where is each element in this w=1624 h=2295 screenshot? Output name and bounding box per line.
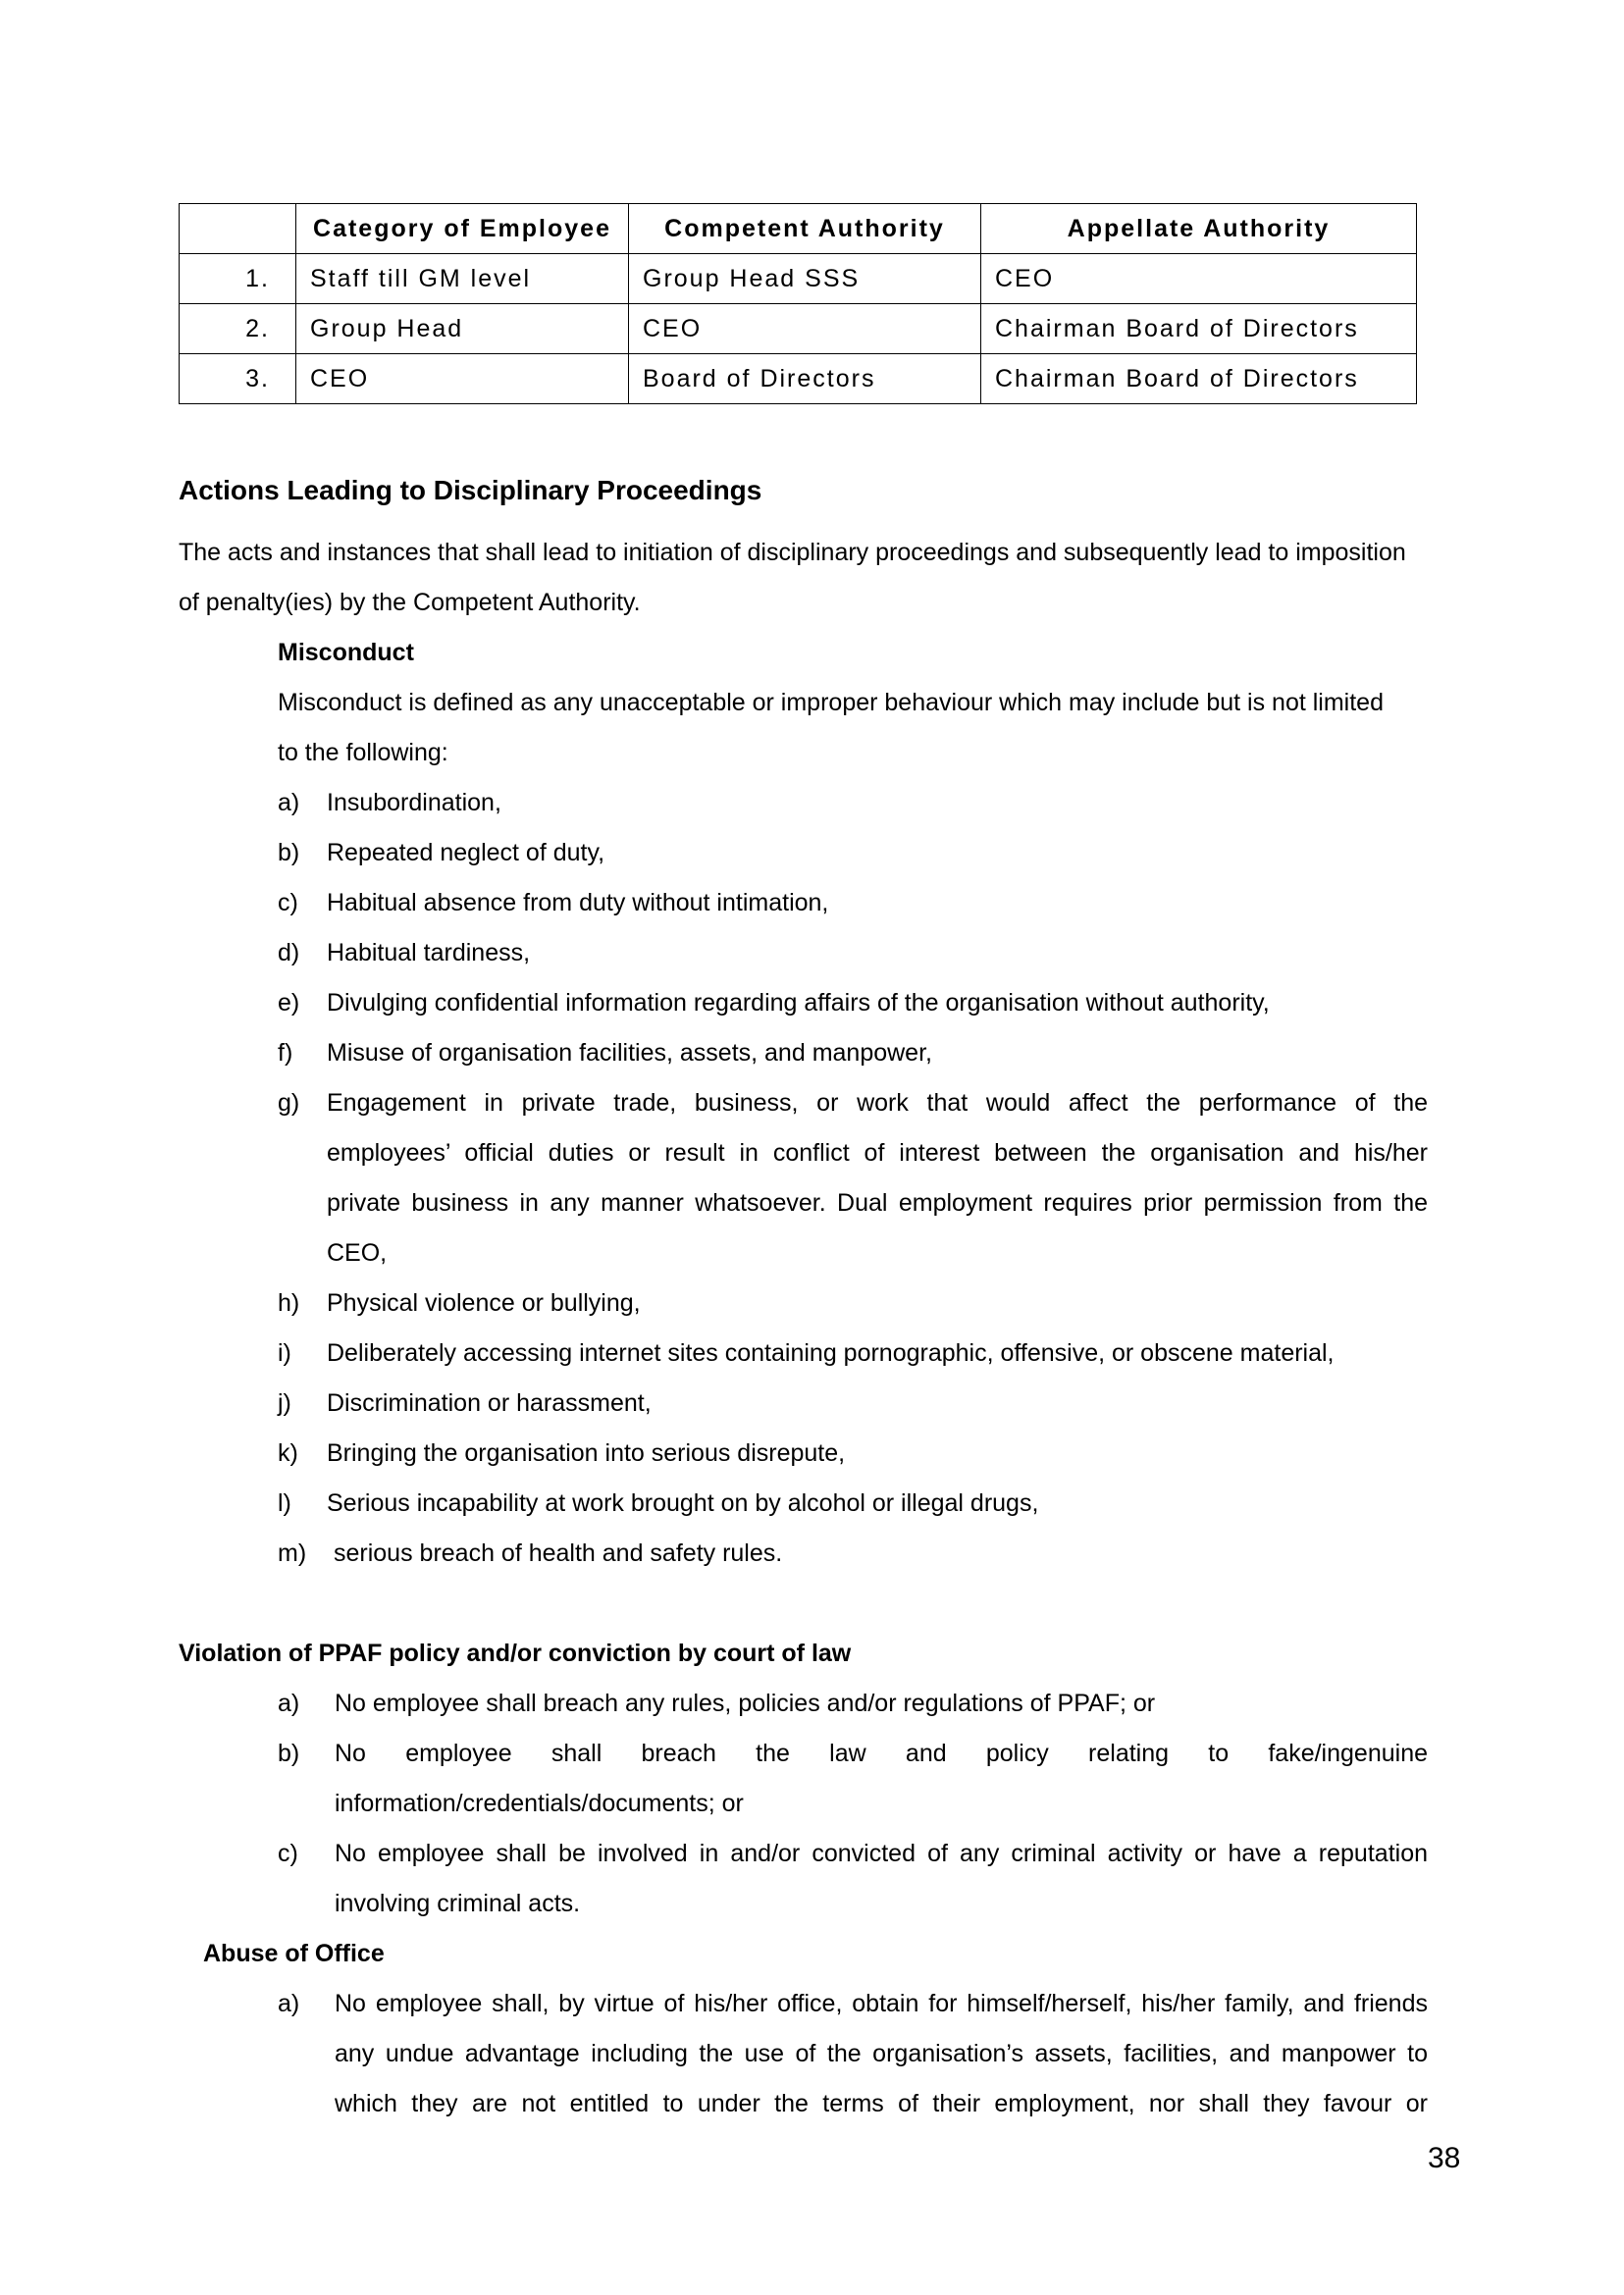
list-item: Habitual tardiness, (327, 939, 531, 966)
list-item-continuation: employees’ official duties or result in conflict of interest between the organisation and his/her (327, 1139, 1428, 1167)
list-item-label: b) (278, 1740, 300, 1767)
section-heading-actions: Actions Leading to Disciplinary Proceedings (179, 475, 762, 505)
table-header-row (180, 204, 1417, 254)
list-item: Divulging confidential information regarding affairs of the organisation without authority, (327, 989, 1270, 1017)
table-cell: Group Head (296, 304, 629, 354)
list-item-label: a) (278, 1690, 300, 1717)
list-item-label: a) (278, 1990, 300, 2017)
list-item-label: b) (278, 839, 300, 866)
table-cell: CEO (296, 354, 629, 404)
table-cell: CEO (981, 254, 1417, 304)
table-header-cell: Category of Employee (296, 204, 629, 254)
list-item: No employee shall breach any rules, policies and/or regulations of PPAF; or (335, 1690, 1156, 1717)
list-item: Repeated neglect of duty, (327, 839, 605, 866)
list-item-continuation: any undue advantage including the use of the organisation’s assets, facilities, and manpower to (335, 2040, 1428, 2067)
page-number: 38 (1428, 2142, 1461, 2174)
list-item-label: d) (278, 939, 300, 966)
list-item: Discrimination or harassment, (327, 1389, 652, 1417)
table-cell: Chairman Board of Directors (981, 354, 1417, 404)
list-item-continuation: CEO, (327, 1239, 388, 1267)
list-item: Habitual absence from duty without intimation, (327, 889, 829, 916)
table-cell: 3. (180, 354, 296, 404)
list-item-label: e) (278, 989, 300, 1017)
list-item-label: i) (278, 1339, 291, 1367)
list-item-label: m) (278, 1539, 307, 1567)
subheading-violation: Violation of PPAF policy and/or conviction by court of law (179, 1640, 852, 1667)
table-row (180, 304, 1417, 354)
list-item-label: a) (278, 789, 300, 816)
list-item-continuation: private business in any manner whatsoever. Dual employment requires prior permission from the (327, 1189, 1428, 1217)
table-cell: 1. (180, 254, 296, 304)
list-item-label: c) (278, 889, 298, 916)
authority-table (179, 203, 1417, 404)
list-item: No employee shall, by virtue of his/her office, obtain for himself/herself, his/her family, and friends (335, 1990, 1428, 2017)
list-item: No employee shall breach the law and policy relating to fake/ingenuine (335, 1740, 1428, 1767)
table-header-cell (180, 204, 296, 254)
list-item-label: c) (278, 1840, 298, 1867)
list-item: Misuse of organisation facilities, assets, and manpower, (327, 1039, 932, 1067)
list-item: Insubordination, (327, 789, 501, 816)
list-item: Deliberately accessing internet sites containing pornographic, offensive, or obscene material, (327, 1339, 1335, 1367)
table-cell: CEO (629, 304, 981, 354)
misconduct-definition-line-2: to the following: (278, 739, 448, 766)
list-item-label: j) (278, 1389, 291, 1417)
table-header-cell: Appellate Authority (981, 204, 1417, 254)
subheading-abuse-of-office: Abuse of Office (203, 1940, 385, 1967)
subheading-misconduct: Misconduct (278, 639, 414, 666)
list-item: serious breach of health and safety rules. (334, 1539, 783, 1567)
list-item: No employee shall be involved in and/or convicted of any criminal activity or have a reputation (335, 1840, 1428, 1867)
table-cell: 2. (180, 304, 296, 354)
list-item: Serious incapability at work brought on by alcohol or illegal drugs, (327, 1489, 1039, 1517)
misconduct-definition-line-1: Misconduct is defined as any unacceptable or improper behaviour which may include but is not limited (278, 689, 1384, 716)
list-item: Bringing the organisation into serious disrepute, (327, 1439, 846, 1467)
list-item-label: h) (278, 1289, 300, 1317)
table-cell: Staff till GM level (296, 254, 629, 304)
table-cell: Chairman Board of Directors (981, 304, 1417, 354)
list-item-label: f) (278, 1039, 293, 1067)
intro-line-2: of penalty(ies) by the Competent Authority. (179, 589, 641, 616)
list-item: Physical violence or bullying, (327, 1289, 641, 1317)
list-item-continuation: involving criminal acts. (335, 1890, 581, 1917)
list-item-label: l) (278, 1489, 291, 1517)
table-row (180, 254, 1417, 304)
list-item-continuation: information/credentials/documents; or (335, 1790, 744, 1817)
intro-line-1: The acts and instances that shall lead to initiation of disciplinary proceedings and subsequently lead to imposition (179, 539, 1406, 566)
table-cell: Board of Directors (629, 354, 981, 404)
list-item-label: g) (278, 1089, 300, 1117)
table-row (180, 354, 1417, 404)
list-item-label: k) (278, 1439, 298, 1467)
table-header-cell: Competent Authority (629, 204, 981, 254)
list-item-continuation: which they are not entitled to under the terms of their employment, nor shall they favour or (335, 2090, 1428, 2117)
list-item: Engagement in private trade, business, or work that would affect the performance of the (327, 1089, 1428, 1117)
table-cell: Group Head SSS (629, 254, 981, 304)
